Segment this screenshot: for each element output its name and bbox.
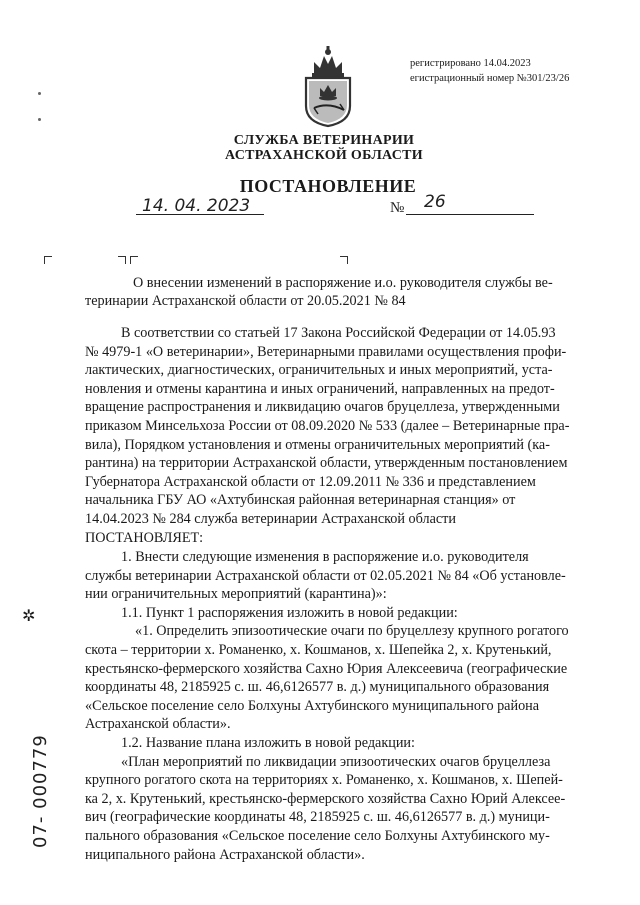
document-number: 26: [424, 192, 446, 212]
org-name-line2: АСТРАХАНСКОЙ ОБЛАСТИ: [224, 148, 423, 163]
stamp-star-symbol: ✲: [22, 608, 36, 625]
item-1-2-line: ниципального района Астраханской области».: [85, 846, 365, 863]
serial-number-stamp: [16, 610, 56, 860]
subject-corner-mark-left-b: [130, 256, 138, 264]
intro-line: новления и отмены карантина и иных ограничений, направленных на предот-: [85, 380, 555, 397]
intro-line: приказом Минсельхоза России от 08.09.2020 № 533 (далее – Ветеринарные пра-: [85, 417, 570, 434]
intro-line: начальника ГБУ АО «Ахтубинская районная ветеринарная станция» от: [85, 492, 516, 509]
margin-dot: [38, 118, 41, 121]
item-1-1-line: скота – территории х. Романенко, х. Кошманов, х. Шепейка 2, х. Крутенький,: [85, 641, 552, 658]
document-date: 14. 04. 2023: [142, 196, 251, 216]
registration-date: регистрировано 14.04.2023: [410, 58, 531, 69]
item-1-line: службы ветеринарии Астраханской области от 02.05.2021 № 84 «Об установле-: [85, 567, 566, 584]
intro-line: рантина) на территории Астраханской области, утвержденным постановлением: [85, 455, 568, 472]
subject-line2: теринарии Астраханской области от 20.05.2021 № 84: [85, 293, 406, 309]
margin-dot: [38, 92, 41, 95]
intro-line: вила), Порядком установления и отмены ограничительных мероприятий (ка-: [85, 436, 550, 453]
subject-corner-mark-left-a: [118, 256, 126, 264]
intro-line: № 4979-1 «О ветеринарии», Ветеринарными правилами осуществления профи-: [85, 343, 567, 360]
item-1-2-line: крупного рогатого скота на территориях х. Романенко, х. Кошманов, х. Шепей-: [85, 772, 563, 789]
item-1-1-heading: 1.1. Пункт 1 распоряжения изложить в новой редакции:: [121, 604, 458, 621]
item-1-2-line: «План мероприятий по ликвидации эпизоотических очагов бруцеллеза: [121, 753, 551, 770]
item-1-1-line: «Сельское поселение село Болхуны Ахтубинского муниципального района: [85, 697, 540, 714]
item-1-1-line: крестьянско-фермерского хозяйства Сахно Юрия Алексеевича (географические: [85, 660, 568, 677]
item-1-line: нии ограничительных мероприятий (карантина)»:: [85, 586, 387, 603]
document-type-title: ПОСТАНОВЛЕНИЕ: [239, 176, 417, 196]
item-1-2-line: вич (географические координаты 48, 2185925 с. ш. 46,6126577 в. д.) муници-: [85, 809, 550, 826]
number-underline: [406, 214, 534, 215]
intro-line: лактических, диагностических, ограничительных и иных мероприятий, уста-: [85, 362, 553, 379]
item-1-1-line: «1. Определить эпизоотические очаги по бруцеллезу крупного рогатого: [135, 623, 569, 640]
resolves-word: ПОСТАНОВЛЯЕТ:: [85, 529, 204, 546]
intro-paragraph: [85, 324, 600, 547]
margin-corner-mark: [44, 256, 52, 264]
coat-of-arms-emblem: [300, 44, 356, 128]
item-1: [85, 548, 600, 864]
subject-line1: О внесении изменений в распоряжение и.о. руководителя службы ве-: [133, 275, 553, 291]
item-1-2-heading: 1.2. Название плана изложить в новой редакции:: [121, 734, 415, 751]
serial-number-text: 07- 000779: [30, 734, 51, 848]
intro-line: вращение распространения и ликвидацию очагов бруцеллеза, утвержденными: [85, 399, 560, 416]
item-1-1-line: Астраханской области».: [85, 716, 231, 733]
item-1-2-line: пального образования «Сельское поселение село Болхуны Ахтубинского му-: [85, 827, 550, 844]
item-1-line: 1. Внести следующие изменения в распоряжение и.о. руководителя: [121, 549, 529, 565]
subject-corner-mark-right: [340, 256, 348, 264]
item-1-2-line: ка 2, х. Крутенький, крестьянско-фермерского хозяйства Сахно Юрий Алексее-: [85, 790, 566, 807]
intro-line: 14.04.2023 № 284 служба ветеринарии Астраханской области: [85, 510, 456, 527]
item-1-1-line: координаты 48, 2185925 с. ш. 46,6126577 в. д.) муниципального образования: [85, 679, 550, 696]
org-name-line1: СЛУЖБА ВЕТЕРИНАРИИ: [233, 133, 415, 148]
registration-number: егистрационный номер №301/23/26: [410, 73, 570, 84]
intro-line: Губернатора Астраханской области от 12.09.2011 № 336 и представлением: [85, 473, 536, 490]
number-label: №: [390, 200, 405, 216]
intro-line: В соответствии со статьей 17 Закона Российской Федерации от 14.05.93: [121, 325, 556, 341]
date-underline: [136, 214, 264, 215]
